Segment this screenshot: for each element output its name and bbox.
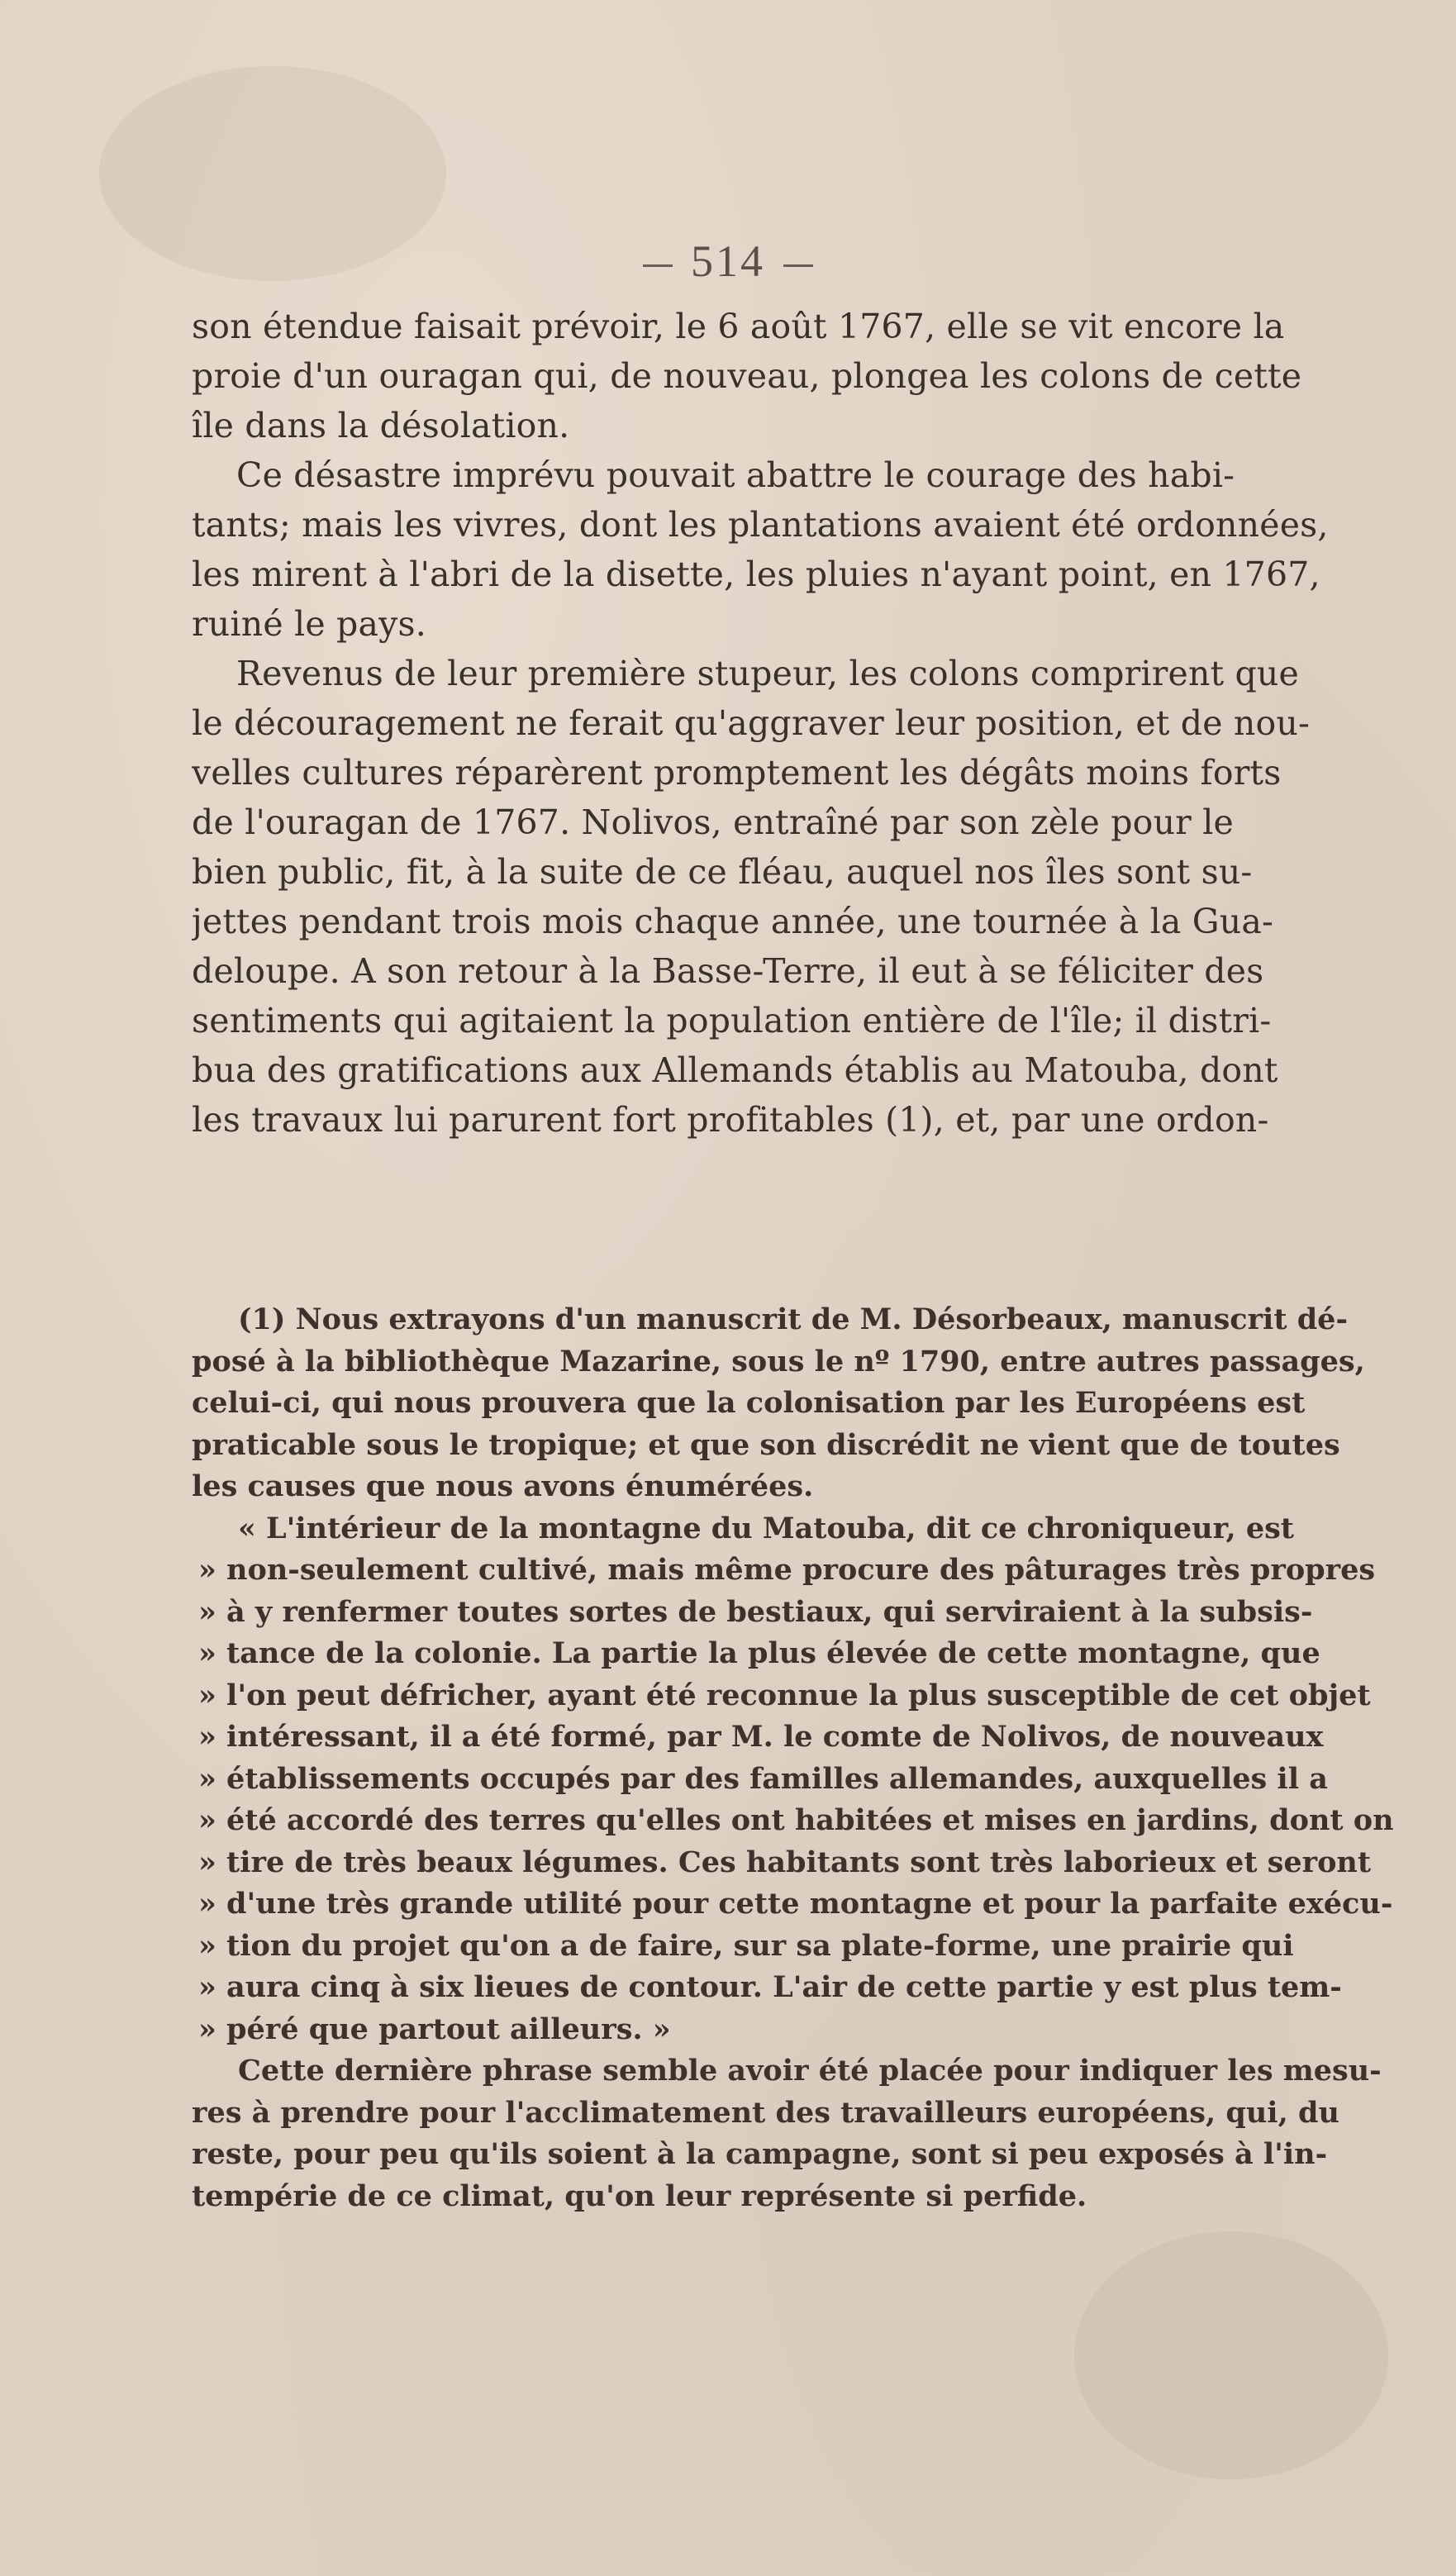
dash-left xyxy=(643,264,673,267)
page-number xyxy=(0,236,1456,287)
footnote-line: Cette dernière phrase semble avoir été placée pour indiquer les mesu- xyxy=(238,2054,1382,2088)
text-line: les mirent à l'abri de la disette, les pluies n'ayant point, en 1767, xyxy=(192,555,1320,594)
page-number-text: 514 xyxy=(691,236,765,286)
text-line: jettes pendant trois mois chaque année, une tournée à la Gua- xyxy=(192,902,1274,941)
text-line: son étendue faisait prévoir, le 6 août 1767, elle se vit encore la xyxy=(192,307,1285,346)
text-line: proie d'un ouragan qui, de nouveau, plongea les colons de cette xyxy=(192,356,1302,396)
footnote-line: » intéressant, il a été formé, par M. le comte de Nolivos, de nouveaux xyxy=(198,1720,1324,1754)
footnote-line: posé à la bibliothèque Mazarine, sous le nº 1790, entre autres passages, xyxy=(192,1344,1365,1378)
footnote-line: » péré que partout ailleurs. » xyxy=(198,2012,671,2046)
text-line: bien public, fit, à la suite de ce fléau, auquel nos îles sont su- xyxy=(192,852,1253,892)
footnote xyxy=(192,1299,1439,2217)
footnote-line: celui-ci, qui nous prouvera que la colonisation par les Européens est xyxy=(192,1386,1306,1420)
text-line: tants; mais les vivres, dont les plantations avaient été ordonnées, xyxy=(192,505,1329,545)
text-line: les travaux lui parurent fort profitables (1), et, par une ordon- xyxy=(192,1100,1269,1140)
paper-stain xyxy=(1074,2231,1388,2479)
text-line: de l'ouragan de 1767. Nolivos, entraîné par son zèle pour le xyxy=(192,802,1234,842)
footnote-line: tempérie de ce climat, qu'on leur représente si perfide. xyxy=(192,2178,1087,2213)
footnote-line: » l'on peut défricher, ayant été reconnue la plus susceptible de cet objet xyxy=(198,1678,1371,1712)
text-line: deloupe. A son retour à la Basse-Terre, il eut à se féliciter des xyxy=(192,951,1264,991)
footnote-line: res à prendre pour l'acclimatement des travailleurs européens, qui, du xyxy=(192,2095,1339,2130)
footnote-line: reste, pour peu qu'ils soient à la campagne, sont si peu exposés à l'in- xyxy=(192,2137,1328,2171)
footnote-line: praticable sous le tropique; et que son discrédit ne vient que de toutes xyxy=(192,1427,1340,1462)
footnote-line: » d'une très grande utilité pour cette montagne et pour la parfaite exécu- xyxy=(198,1887,1393,1921)
footnote-line: » aura cinq à six lieues de contour. L'air de cette partie y est plus tem- xyxy=(198,1970,1342,2004)
footnote-line: » non-seulement cultivé, mais même procure des pâturages très propres xyxy=(198,1553,1376,1587)
text-line: sentiments qui agitaient la population entière de l'île; il distri- xyxy=(192,1001,1272,1040)
footnote-line: « L'intérieur de la montagne du Matouba, dit ce chroniqueur, est xyxy=(238,1511,1294,1545)
text-line: velles cultures réparèrent promptement les dégâts moins forts xyxy=(192,753,1282,793)
footnote-line: » tion du projet qu'on a de faire, sur sa plate-forme, une prairie qui xyxy=(198,1928,1294,1963)
text-line: Ce désastre imprévu pouvait abattre le courage des habi- xyxy=(236,455,1235,495)
text-line: ruiné le pays. xyxy=(192,604,426,644)
footnote-line: » été accordé des terres qu'elles ont habitées et mises en jardins, dont on xyxy=(198,1803,1394,1837)
text-line: île dans la désolation. xyxy=(192,406,570,445)
footnote-line: (1) Nous extrayons d'un manuscrit de M. Désorbeaux, manuscrit dé- xyxy=(238,1302,1348,1336)
text-line: bua des gratifications aux Allemands établis au Matouba, dont xyxy=(192,1050,1278,1090)
footnote-line: » tire de très beaux légumes. Ces habitants sont très laborieux et seront xyxy=(198,1845,1372,1879)
dash-right xyxy=(783,264,813,267)
footnote-line: » tance de la colonie. La partie la plus élevée de cette montagne, que xyxy=(198,1636,1320,1670)
footnote-line: » à y renfermer toutes sortes de bestiaux, qui serviraient à la subsis- xyxy=(198,1594,1313,1629)
footnote-line: les causes que nous avons énumérées. xyxy=(192,1469,814,1503)
text-line: le découragement ne ferait qu'aggraver leur position, et de nou- xyxy=(192,703,1311,743)
main-text xyxy=(192,302,1439,1145)
footnote-line: » établissements occupés par des familles allemandes, auxquelles il a xyxy=(198,1761,1328,1796)
text-line: Revenus de leur première stupeur, les colons comprirent que xyxy=(236,654,1300,693)
